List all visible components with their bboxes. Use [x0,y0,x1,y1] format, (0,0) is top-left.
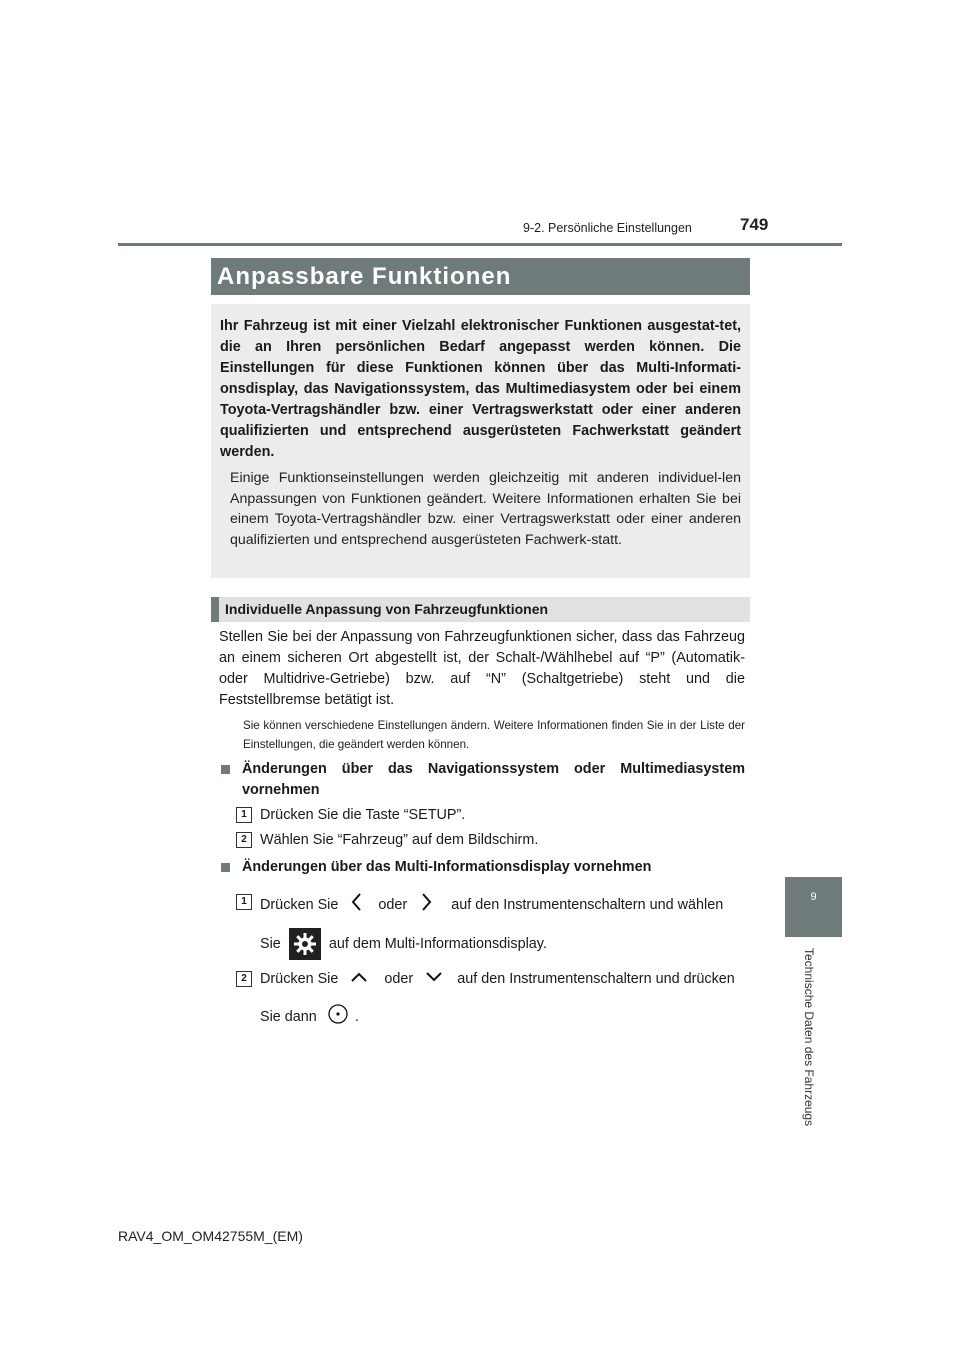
mid-step-2-sie: Sie dann [260,1008,317,1025]
step-number-badge: 2 [236,832,252,848]
section-heading: Individuelle Anpassung von Fahrzeugfunktionen [211,597,750,622]
bullet-square-icon [221,765,230,774]
mid-step-2-end: . [354,1008,359,1025]
chevron-down-icon [425,969,443,989]
step-number-badge: 2 [236,971,252,987]
mid-method-heading [221,857,745,878]
nav-method-heading-text: Änderungen über das Navigationssystem oder Multimediasystem vornehmen [242,761,745,798]
mid-step-2-rest: auf den Instrumentenschaltern und drücken [457,971,735,987]
mid-step-1-press: Drücken Sie [260,896,339,913]
chapter-tab-number: 9 [810,891,817,903]
section-note: Sie können verschiedene Einstellungen ändern. Weitere Informationen finden Sie in der Liste der Einstellungen, die geändert werden können. [243,719,745,751]
page-title: Anpassbare Funktionen [211,258,750,295]
document-code: RAV4_OM_OM42755M_(EM) [118,1228,303,1244]
nav-step-2-text: Wählen Sie “Fahrzeug” auf dem Bildschirm. [260,832,539,848]
bullet-square-icon [221,863,230,872]
header-divider [118,243,842,246]
running-header-section: 9-2. Persönliche Einstellungen [523,221,692,235]
mid-step-1-rest: auf den Instrumentenschaltern und wählen [451,896,724,913]
mid-method-heading-text: Änderungen über das Multi-Informationsdisplay vornehmen [242,859,652,875]
mid-step-1-sie: Sie [260,935,281,952]
step-number-badge: 1 [236,894,252,910]
mid-step-2-line-2 [260,1003,359,1031]
nav-step-1-text: Drücken Sie die Taste “SETUP”. [260,807,466,823]
mid-step-2-press: Drücken Sie [260,971,339,987]
page-number: 749 [740,215,769,234]
mid-step-2-or: oder [384,971,414,987]
step-number-badge: 1 [236,807,252,823]
intro-note: Einige Funktionseinstellungen werden gleichzeitig mit anderen individuel-len Anpassungen von Funktionen geändert. Weitere Informationen erhalten Sie bei einem Toyota-Vertragshändler bzw. einer Vertragswerkstatt oder einer anderen qualifizierten und entsprechend ausgerüsteten Fachwerk-statt. [230,470,741,548]
chevron-right-icon [421,892,433,918]
settings-gear-icon [289,928,321,960]
chevron-left-icon [350,892,362,918]
mid-step-1-line-1 [260,892,723,918]
mid-step-1-line-2 [260,928,547,960]
chapter-tab [785,877,842,937]
chevron-up-icon [350,969,368,989]
section-body: Stellen Sie bei der Anpassung von Fahrzeugfunktionen sicher, dass das Fahrzeug an einem sicheren Ort abgestellt ist, der Schalt-/Wählhebel auf “P” (Automatik- oder Multidrive-Getriebe) bzw. auf “N” (Schaltgetriebe) steht und die Feststellbremse betätigt ist. [219,629,745,708]
mid-step-2-line-1 [260,969,735,989]
chapter-tab-label: Technische Daten des Fahrzeugs [802,948,816,1127]
ok-button-icon [327,1003,349,1031]
mid-step-1-end: auf dem Multi-Informationsdisplay. [328,935,547,952]
intro-text: Ihr Fahrzeug ist mit einer Vielzahl elektronischer Funktionen ausgestat-tet, die an Ihren persönlichen Bedarf angepasst werden können. Die Einstellungen für diese Funktionen können über das Multi-Informati-onsdisplay, das Navigationssystem, das Multimediasystem oder bei einem Toyota-Vertragshändler bzw. einer Vertragswerkstatt oder einer anderen qualifizierten und entsprechend ausgerüsteten Fachwerkstatt geändert werden. [220,318,741,460]
nav-method-heading [221,759,745,801]
mid-step-1-or: oder [378,896,408,913]
intro-box [211,304,750,578]
